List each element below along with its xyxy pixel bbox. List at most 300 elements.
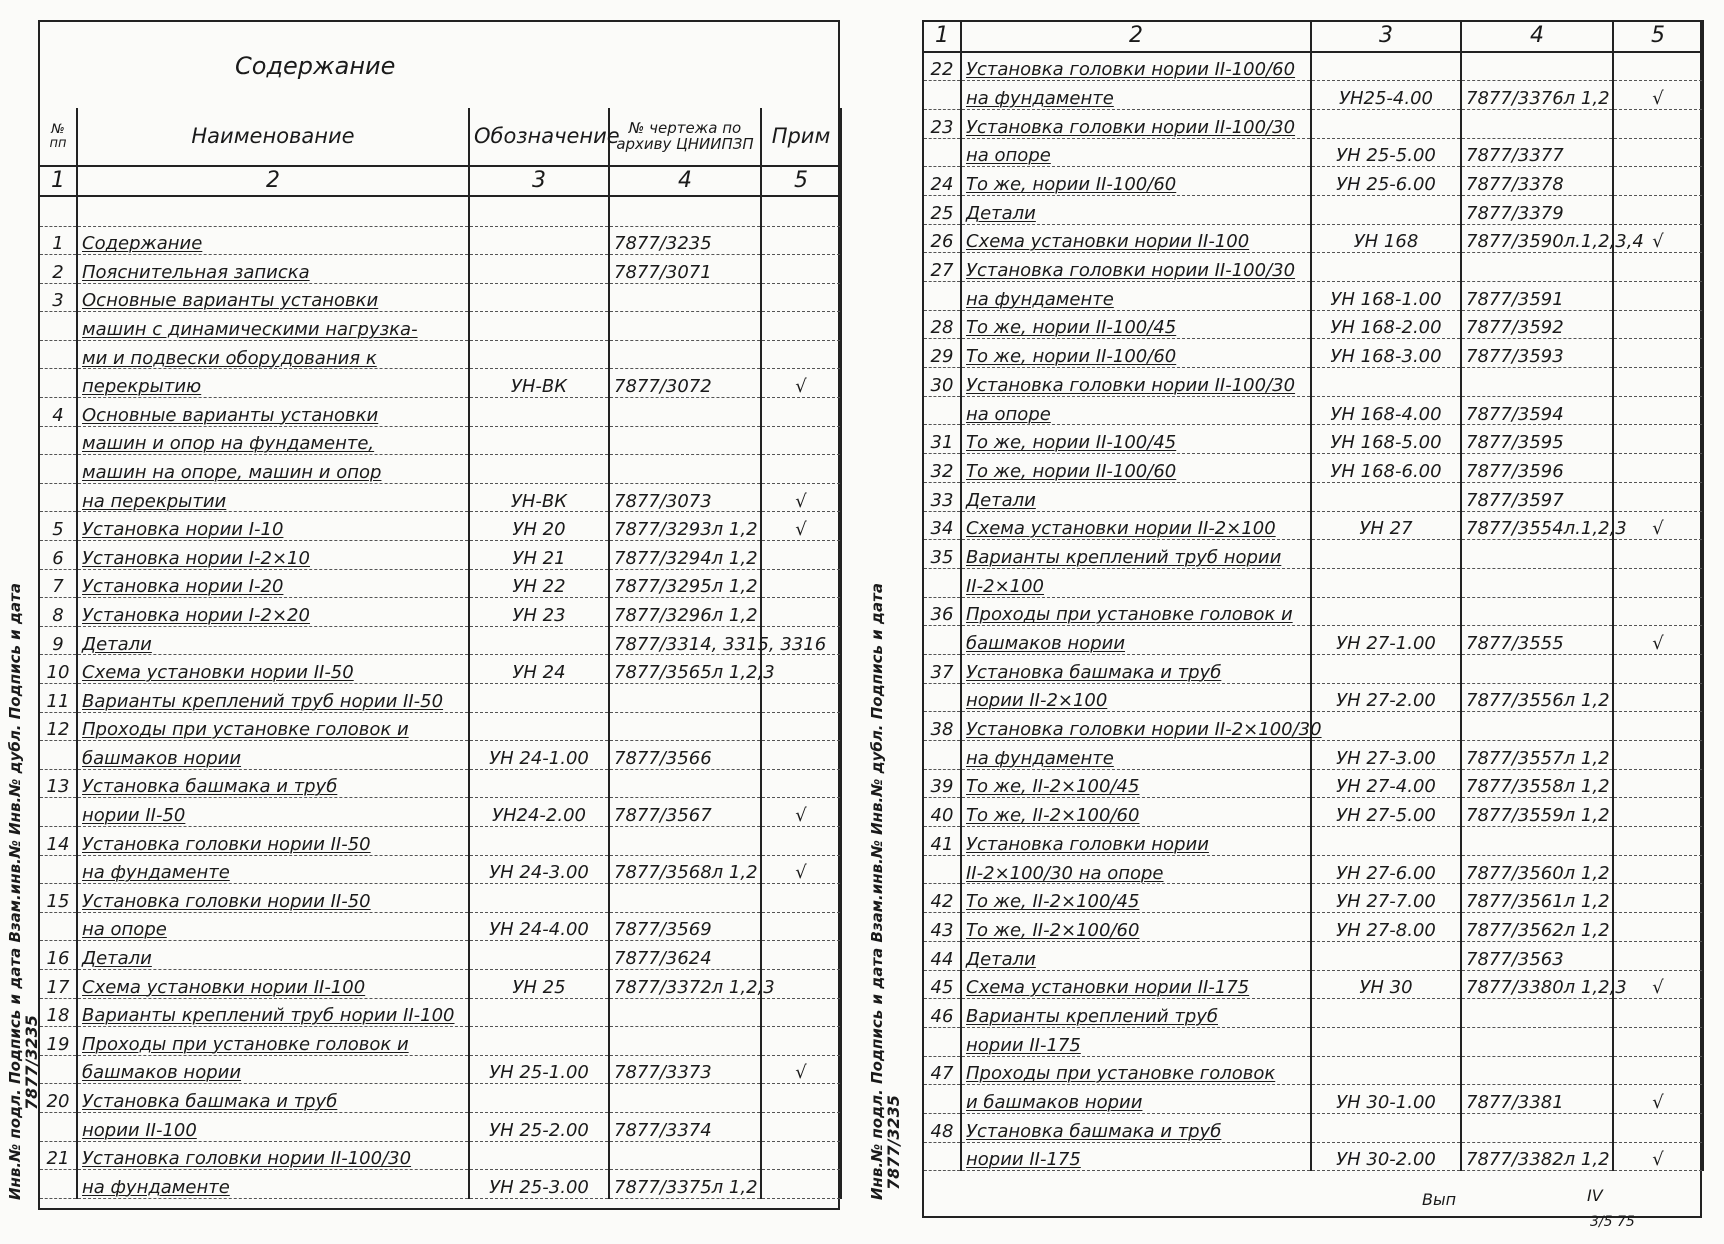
row-designation xyxy=(469,884,609,913)
row-designation: УН 27-6.00 xyxy=(1311,855,1461,884)
row-drawing-number xyxy=(1461,52,1613,81)
row-number: 45 xyxy=(923,970,961,999)
row-drawing-number: 7877/3558л 1,2 xyxy=(1461,769,1613,798)
row-designation xyxy=(1311,195,1461,224)
row-name: Установка головки нории II-100/30 xyxy=(961,253,1311,282)
row-name: Основные варианты установки xyxy=(77,283,469,312)
row-drawing-number: 7877/3567 xyxy=(609,798,761,827)
table-row xyxy=(39,798,841,827)
row-drawing-number: 7877/3562л 1,2 xyxy=(1461,913,1613,942)
row-designation: УН 24 xyxy=(469,655,609,684)
row-number: 43 xyxy=(923,913,961,942)
table-row xyxy=(923,884,1703,913)
row-note xyxy=(1613,52,1703,81)
row-name: на перекрытии xyxy=(77,483,469,512)
row-number: 35 xyxy=(923,540,961,569)
row-designation xyxy=(469,455,609,484)
row-number: 4 xyxy=(39,398,77,427)
row-drawing-number: 7877/3591 xyxy=(1461,282,1613,311)
column-number: 4 xyxy=(609,166,761,196)
row-drawing-number: 7877/3373 xyxy=(609,1055,761,1084)
row-note xyxy=(1613,568,1703,597)
row-number: 17 xyxy=(39,969,77,998)
row-designation xyxy=(1311,568,1461,597)
row-number: 14 xyxy=(39,826,77,855)
row-drawing-number xyxy=(1461,1056,1613,1085)
row-drawing-number: 7877/3381 xyxy=(1461,1085,1613,1114)
row-note xyxy=(761,398,841,427)
row-designation: УН 24-3.00 xyxy=(469,855,609,884)
row-name: Варианты креплений труб xyxy=(961,999,1311,1028)
row-name: на опоре xyxy=(961,396,1311,425)
row-number xyxy=(39,741,77,770)
left-page xyxy=(0,0,850,1244)
row-name: Детали xyxy=(77,626,469,655)
table-row xyxy=(923,798,1703,827)
row-note xyxy=(1613,741,1703,770)
row-note xyxy=(1613,253,1703,282)
row-name: и башмаков нории xyxy=(961,1085,1311,1114)
row-designation: УН 30-1.00 xyxy=(1311,1085,1461,1114)
row-number: 2 xyxy=(39,255,77,284)
table-row xyxy=(39,884,841,913)
row-number: 23 xyxy=(923,109,961,138)
row-drawing-number: 7877/3563 xyxy=(1461,941,1613,970)
row-drawing-number xyxy=(609,398,761,427)
row-drawing-number: 7877/3382л 1,2 xyxy=(1461,1142,1613,1171)
row-note xyxy=(1613,884,1703,913)
blank-row xyxy=(39,196,841,226)
table-row xyxy=(39,1084,841,1113)
table-row xyxy=(923,1056,1703,1085)
row-designation xyxy=(1311,1056,1461,1085)
row-note xyxy=(761,712,841,741)
row-drawing-number xyxy=(1461,712,1613,741)
table-row xyxy=(39,826,841,855)
row-number: 30 xyxy=(923,368,961,397)
column-number-row xyxy=(39,166,841,196)
row-name: нории II-175 xyxy=(961,1027,1311,1056)
row-name: Схема установки нории II-175 xyxy=(961,970,1311,999)
row-note xyxy=(761,340,841,369)
table-row xyxy=(923,1085,1703,1114)
table-row xyxy=(923,310,1703,339)
row-number: 21 xyxy=(39,1141,77,1170)
row-drawing-number: 7877/3071 xyxy=(609,255,761,284)
row-designation xyxy=(469,283,609,312)
column-number: 2 xyxy=(961,20,1311,52)
row-number xyxy=(39,1055,77,1084)
row-note xyxy=(1613,282,1703,311)
row-drawing-number xyxy=(609,283,761,312)
row-note xyxy=(1613,540,1703,569)
row-drawing-number: 7877/3378 xyxy=(1461,167,1613,196)
row-drawing-number xyxy=(1461,1027,1613,1056)
row-note xyxy=(1613,1113,1703,1142)
row-note xyxy=(1613,195,1703,224)
row-name: машин и опор на фундаменте, xyxy=(77,426,469,455)
row-number: 3 xyxy=(39,283,77,312)
row-number xyxy=(39,426,77,455)
column-number: 3 xyxy=(469,166,609,196)
row-name: перекрытию xyxy=(77,369,469,398)
row-designation xyxy=(469,255,609,284)
row-number xyxy=(923,1027,961,1056)
row-number: 5 xyxy=(39,512,77,541)
row-drawing-number xyxy=(609,340,761,369)
table-row xyxy=(923,855,1703,884)
row-drawing-number: 7877/3592 xyxy=(1461,310,1613,339)
row-name: башмаков нории xyxy=(77,1055,469,1084)
table-row xyxy=(39,655,841,684)
row-name: башмаков нории xyxy=(77,741,469,770)
row-drawing-number: 7877/3590л.1,2,3,4 xyxy=(1461,224,1613,253)
row-number: 41 xyxy=(923,827,961,856)
row-designation: УН 25-2.00 xyxy=(469,1112,609,1141)
row-designation: УН 25-3.00 xyxy=(469,1170,609,1199)
column-number: 1 xyxy=(39,166,77,196)
row-note: √ xyxy=(761,512,841,541)
row-designation: УН 20 xyxy=(469,512,609,541)
row-designation xyxy=(1311,941,1461,970)
table-row xyxy=(923,81,1703,110)
row-name: Проходы при установке головок xyxy=(961,1056,1311,1085)
row-number: 28 xyxy=(923,310,961,339)
row-note xyxy=(1613,138,1703,167)
row-number xyxy=(39,340,77,369)
row-designation xyxy=(469,426,609,455)
row-number: 46 xyxy=(923,999,961,1028)
row-note xyxy=(1613,941,1703,970)
row-designation: УН 27-1.00 xyxy=(1311,626,1461,655)
row-designation xyxy=(1311,540,1461,569)
row-number: 15 xyxy=(39,884,77,913)
row-name: машин на опоре, машин и опор xyxy=(77,455,469,484)
row-number: 38 xyxy=(923,712,961,741)
row-designation xyxy=(469,769,609,798)
row-note xyxy=(1613,482,1703,511)
row-drawing-number: 7877/3569 xyxy=(609,912,761,941)
row-designation xyxy=(1311,712,1461,741)
table-header-row xyxy=(39,108,841,166)
row-designation xyxy=(469,340,609,369)
table-row xyxy=(923,540,1703,569)
row-number xyxy=(39,483,77,512)
table-row xyxy=(923,396,1703,425)
row-name: на опоре xyxy=(77,912,469,941)
row-note xyxy=(761,941,841,970)
row-name: Основные варианты установки xyxy=(77,398,469,427)
row-drawing-number xyxy=(1461,1113,1613,1142)
archive-stamp: Инв.№ подл. Подпись и дата Взам.инв.№ Инв.№ дубл. Подпись и дата xyxy=(868,583,886,1200)
row-drawing-number: 7877/3565л 1,2,3 xyxy=(609,655,761,684)
row-name: Установка головки нории II-100/30 xyxy=(961,368,1311,397)
row-designation: УН 21 xyxy=(469,541,609,570)
row-note xyxy=(1613,999,1703,1028)
row-drawing-number xyxy=(609,712,761,741)
row-designation: УН 27-3.00 xyxy=(1311,741,1461,770)
row-number: 13 xyxy=(39,769,77,798)
row-drawing-number: 7877/3296л 1,2 xyxy=(609,598,761,627)
footer-label: Вып xyxy=(1422,1190,1457,1209)
row-note xyxy=(761,826,841,855)
row-name: Схема установки нории II-100 xyxy=(77,969,469,998)
table-row xyxy=(39,741,841,770)
contents-table-left xyxy=(38,108,842,1199)
row-designation xyxy=(469,312,609,341)
table-row xyxy=(39,1170,841,1199)
row-name: башмаков нории xyxy=(961,626,1311,655)
row-designation xyxy=(469,998,609,1027)
row-note xyxy=(761,1027,841,1056)
table-row xyxy=(923,482,1703,511)
row-note xyxy=(761,598,841,627)
row-name: Варианты креплений труб нории II-50 xyxy=(77,684,469,713)
row-note xyxy=(1613,454,1703,483)
row-number: 16 xyxy=(39,941,77,970)
row-name: машин с динамическими нагрузка- xyxy=(77,312,469,341)
row-note xyxy=(761,255,841,284)
row-drawing-number: 7877/3293л 1,2 xyxy=(609,512,761,541)
row-drawing-number: 7877/3624 xyxy=(609,941,761,970)
row-name: нории II-100 xyxy=(77,1112,469,1141)
header-designation: Обозначение xyxy=(469,108,609,166)
row-note: √ xyxy=(1613,1142,1703,1171)
row-drawing-number xyxy=(1461,109,1613,138)
row-drawing-number xyxy=(609,1027,761,1056)
row-drawing-number: 7877/3561л 1,2 xyxy=(1461,884,1613,913)
row-note xyxy=(1613,769,1703,798)
row-drawing-number: 7877/3376л 1,2 xyxy=(1461,81,1613,110)
table-row xyxy=(39,569,841,598)
row-drawing-number xyxy=(1461,654,1613,683)
row-number xyxy=(39,855,77,884)
row-designation: УН 25-6.00 xyxy=(1311,167,1461,196)
bottom-mark: 3/5 75 xyxy=(1590,1214,1635,1230)
row-note xyxy=(1613,310,1703,339)
row-drawing-number xyxy=(609,426,761,455)
table-row xyxy=(923,1027,1703,1056)
row-number xyxy=(39,798,77,827)
archive-code: 7877/3235 xyxy=(884,1095,903,1190)
row-drawing-number xyxy=(609,312,761,341)
row-name: Детали xyxy=(77,941,469,970)
row-designation xyxy=(1311,999,1461,1028)
table-row xyxy=(923,138,1703,167)
row-designation: УН25-4.00 xyxy=(1311,81,1461,110)
table-row xyxy=(39,712,841,741)
row-number: 25 xyxy=(923,195,961,224)
row-number: 8 xyxy=(39,598,77,627)
table-row xyxy=(39,1112,841,1141)
row-drawing-number: 7877/3554л.1,2,3 xyxy=(1461,511,1613,540)
row-drawing-number xyxy=(609,884,761,913)
table-row xyxy=(39,340,841,369)
row-note xyxy=(1613,712,1703,741)
row-name: Проходы при установке головок и xyxy=(77,712,469,741)
row-drawing-number: 7877/3596 xyxy=(1461,454,1613,483)
row-note xyxy=(761,1170,841,1199)
row-designation: УН 22 xyxy=(469,569,609,598)
table-row xyxy=(923,654,1703,683)
row-name: Варианты креплений труб нории xyxy=(961,540,1311,569)
row-drawing-number xyxy=(609,684,761,713)
row-designation xyxy=(1311,654,1461,683)
row-note xyxy=(761,684,841,713)
row-note: √ xyxy=(1613,511,1703,540)
row-name: Проходы при установке головок и xyxy=(961,597,1311,626)
row-note xyxy=(1613,683,1703,712)
table-row xyxy=(923,167,1703,196)
row-name: То же, нории II-100/45 xyxy=(961,425,1311,454)
table-row xyxy=(923,1142,1703,1171)
row-note xyxy=(761,455,841,484)
row-designation xyxy=(1311,482,1461,511)
column-number: 2 xyxy=(77,166,469,196)
row-number xyxy=(39,1112,77,1141)
row-note xyxy=(761,884,841,913)
row-name: Пояснительная записка xyxy=(77,255,469,284)
row-note xyxy=(1613,396,1703,425)
row-name: Установка головки нории II-100/60 xyxy=(961,52,1311,81)
row-designation xyxy=(1311,52,1461,81)
row-note xyxy=(1613,654,1703,683)
archive-code: 7877/3235 xyxy=(22,1015,41,1110)
row-number: 9 xyxy=(39,626,77,655)
row-number: 29 xyxy=(923,339,961,368)
row-name: То же, нории II-100/60 xyxy=(961,454,1311,483)
row-name: То же, II-2×100/45 xyxy=(961,769,1311,798)
row-number xyxy=(39,312,77,341)
table-row xyxy=(923,52,1703,81)
row-drawing-number: 7877/3294л 1,2 xyxy=(609,541,761,570)
row-designation: УН 27-4.00 xyxy=(1311,769,1461,798)
row-name: Содержание xyxy=(77,226,469,255)
row-name: на фундаменте xyxy=(77,1170,469,1199)
row-designation: УН 168 xyxy=(1311,224,1461,253)
table-row xyxy=(923,827,1703,856)
table-row xyxy=(39,769,841,798)
row-note xyxy=(761,541,841,570)
row-number: 19 xyxy=(39,1027,77,1056)
contents-table-right xyxy=(922,20,1704,1171)
row-drawing-number: 7877/3295л 1,2 xyxy=(609,569,761,598)
row-number: 40 xyxy=(923,798,961,827)
table-row xyxy=(39,312,841,341)
row-drawing-number xyxy=(1461,999,1613,1028)
row-drawing-number xyxy=(1461,568,1613,597)
row-number: 6 xyxy=(39,541,77,570)
row-designation: УН 27 xyxy=(1311,511,1461,540)
row-number xyxy=(923,568,961,597)
archive-stamp: Инв.№ подл. Подпись и дата Взам.инв.№ Инв.№ дубл. Подпись и дата xyxy=(6,583,24,1200)
row-name: Установка башмака и труб xyxy=(961,1113,1311,1142)
table-row xyxy=(923,913,1703,942)
row-name: Установка головки нории II-100/30 xyxy=(961,109,1311,138)
row-name: Детали xyxy=(961,941,1311,970)
row-note xyxy=(761,312,841,341)
row-drawing-number: 7877/3555 xyxy=(1461,626,1613,655)
header-drawing: № чертежа по архиву ЦНИИПЗП xyxy=(609,108,761,166)
row-designation: УН 23 xyxy=(469,598,609,627)
row-designation xyxy=(1311,368,1461,397)
row-note xyxy=(1613,827,1703,856)
row-name: Детали xyxy=(961,195,1311,224)
row-number xyxy=(39,455,77,484)
row-drawing-number: 7877/3597 xyxy=(1461,482,1613,511)
row-name: ми и подвески оборудования к xyxy=(77,340,469,369)
table-row xyxy=(923,1113,1703,1142)
row-designation: УН 25-5.00 xyxy=(1311,138,1461,167)
table-row xyxy=(923,224,1703,253)
row-designation: УН 25 xyxy=(469,969,609,998)
row-number xyxy=(923,1085,961,1114)
row-drawing-number: 7877/3235 xyxy=(609,226,761,255)
table-row xyxy=(39,426,841,455)
row-designation xyxy=(469,1141,609,1170)
row-designation: УН 24-1.00 xyxy=(469,741,609,770)
row-name: II-2×100 xyxy=(961,568,1311,597)
row-designation: УН24-2.00 xyxy=(469,798,609,827)
row-note xyxy=(1613,597,1703,626)
table-row xyxy=(39,398,841,427)
row-number xyxy=(923,683,961,712)
row-number: 37 xyxy=(923,654,961,683)
row-name: на фундаменте xyxy=(961,81,1311,110)
row-number: 18 xyxy=(39,998,77,1027)
row-designation xyxy=(1311,1113,1461,1142)
row-name: Установка башмака и труб xyxy=(77,769,469,798)
row-number: 39 xyxy=(923,769,961,798)
row-designation xyxy=(469,1084,609,1113)
row-name: Схема установки нории II-2×100 xyxy=(961,511,1311,540)
row-drawing-number xyxy=(609,998,761,1027)
page-title: Содержание xyxy=(235,52,396,80)
column-number: 5 xyxy=(1613,20,1703,52)
row-number: 20 xyxy=(39,1084,77,1113)
row-number: 24 xyxy=(923,167,961,196)
table-row xyxy=(39,998,841,1027)
row-name: Схема установки нории II-100 xyxy=(961,224,1311,253)
row-designation: УН-ВК xyxy=(469,369,609,398)
row-number: 31 xyxy=(923,425,961,454)
row-number: 12 xyxy=(39,712,77,741)
row-drawing-number: 7877/3559л 1,2 xyxy=(1461,798,1613,827)
row-name: на фундаменте xyxy=(77,855,469,884)
row-name: Установка головки нории II-100/30 xyxy=(77,1141,469,1170)
row-note xyxy=(1613,855,1703,884)
row-number: 42 xyxy=(923,884,961,913)
table-row xyxy=(39,512,841,541)
row-note xyxy=(761,569,841,598)
row-drawing-number xyxy=(609,826,761,855)
row-name: Детали xyxy=(961,482,1311,511)
row-number: 22 xyxy=(923,52,961,81)
table-row xyxy=(39,255,841,284)
row-drawing-number: 7877/3556л 1,2 xyxy=(1461,683,1613,712)
row-drawing-number: 7877/3375л 1,2 xyxy=(609,1170,761,1199)
row-designation xyxy=(469,684,609,713)
table-row xyxy=(923,511,1703,540)
table-row xyxy=(923,368,1703,397)
table-row xyxy=(923,941,1703,970)
row-note xyxy=(761,1084,841,1113)
row-number: 27 xyxy=(923,253,961,282)
row-note xyxy=(1613,109,1703,138)
table-row xyxy=(39,455,841,484)
row-note xyxy=(761,283,841,312)
row-designation xyxy=(1311,1027,1461,1056)
